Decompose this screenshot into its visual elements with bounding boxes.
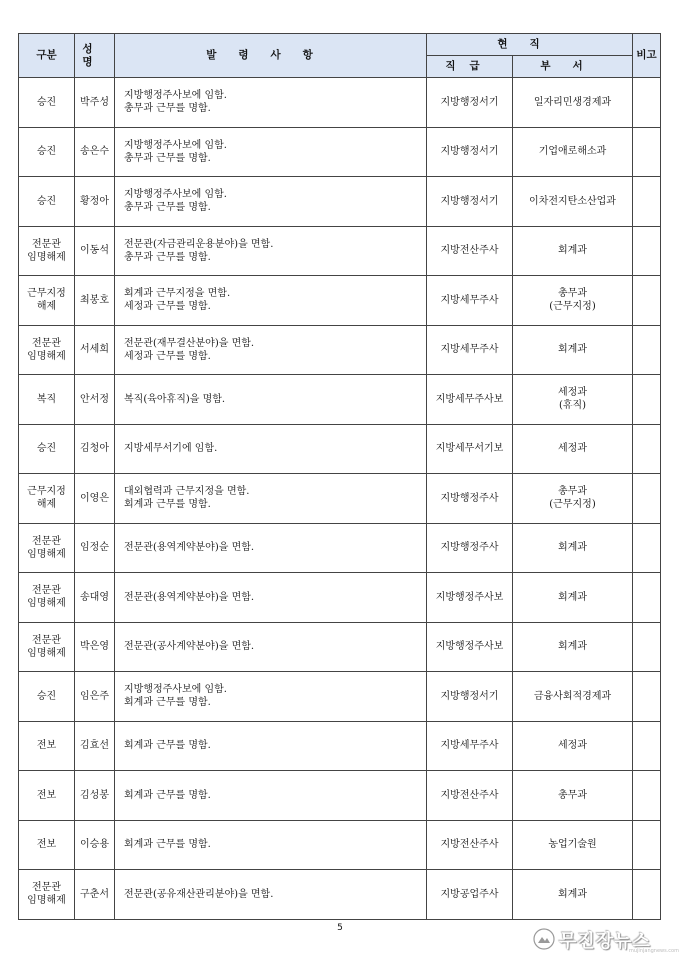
remarks-cell — [633, 226, 661, 276]
details-line: 지방행정주사보에 임함. — [124, 189, 227, 201]
department-cell: 총무과 (근무지정) — [513, 474, 633, 524]
department-cell: 회계과 — [513, 523, 633, 573]
details-line: 전문관(재무결산분야)을 면함. — [124, 337, 255, 349]
remarks-cell — [633, 424, 661, 474]
details-line: 세정과 근무를 명함. — [124, 301, 211, 313]
details-line: 전문관(용역계약분야)을 면함. — [124, 542, 255, 554]
table-row — [19, 325, 661, 375]
name-cell: 김청아 — [75, 424, 115, 474]
department-cell: 회계과 — [513, 325, 633, 375]
category-cell: 전문관 임명해제 — [19, 573, 75, 623]
remarks-cell — [633, 375, 661, 425]
details-cell — [115, 771, 427, 821]
table-row — [19, 177, 661, 227]
remarks-cell — [633, 78, 661, 128]
details-cell — [115, 870, 427, 920]
category-cell: 전보 — [19, 721, 75, 771]
category-cell: 근무지정 해제 — [19, 474, 75, 524]
name-cell: 황정아 — [75, 177, 115, 227]
name-cell: 김성봉 — [75, 771, 115, 821]
table-row — [19, 226, 661, 276]
category-cell: 승진 — [19, 424, 75, 474]
department-cell: 회계과 — [513, 226, 633, 276]
category-cell: 승진 — [19, 177, 75, 227]
details-line: 세정과 근무를 명함. — [124, 350, 211, 362]
details-cell — [115, 573, 427, 623]
details-cell — [115, 523, 427, 573]
table-row — [19, 127, 661, 177]
details-line: 회계과 근무를 명함. — [124, 839, 211, 851]
remarks-cell — [633, 474, 661, 524]
rank-cell: 지방세무서기보 — [427, 424, 513, 474]
category-cell: 근무지정 해제 — [19, 276, 75, 326]
name-cell: 이동석 — [75, 226, 115, 276]
table-row — [19, 78, 661, 128]
remarks-cell — [633, 870, 661, 920]
personnel-appointment-table — [18, 33, 661, 920]
category-cell: 승진 — [19, 127, 75, 177]
details-line: 지방행정주사보에 임함. — [124, 684, 227, 696]
rank-cell: 지방행정주사보 — [427, 622, 513, 672]
details-cell — [115, 424, 427, 474]
remarks-cell — [633, 573, 661, 623]
category-cell: 승진 — [19, 78, 75, 128]
details-cell — [115, 375, 427, 425]
table-row — [19, 523, 661, 573]
rank-cell: 지방공업주사 — [427, 870, 513, 920]
details-line: 회계과 근무를 명함. — [124, 697, 211, 709]
details-cell — [115, 721, 427, 771]
category-cell: 전문관 임명해제 — [19, 226, 75, 276]
department-cell: 회계과 — [513, 870, 633, 920]
details-line: 전문관(용역계약분야)을 면함. — [124, 591, 255, 603]
header-rank: 직급 — [427, 56, 513, 78]
header-name: 성명 — [75, 34, 115, 78]
details-line: 대외협력과 근무지정을 면함. — [124, 486, 250, 498]
details-line: 전문관(자금관리운용분야)을 면함. — [124, 238, 274, 250]
rank-cell: 지방행정서기 — [427, 127, 513, 177]
details-line: 복직(육아휴직)을 명함. — [124, 393, 226, 405]
department-cell: 농업기술원 — [513, 820, 633, 870]
details-line: 전문관(공유재산관리분야)을 면함. — [124, 888, 274, 900]
details-cell — [115, 325, 427, 375]
header-details: 발령사항 — [115, 34, 427, 78]
rank-cell: 지방행정주사 — [427, 474, 513, 524]
department-cell: 금융사회적경제과 — [513, 672, 633, 722]
details-cell — [115, 177, 427, 227]
category-cell: 전문관 임명해제 — [19, 523, 75, 573]
watermark-subtext: mujinjangnews.com — [629, 948, 679, 954]
name-cell: 안서정 — [75, 375, 115, 425]
table-row — [19, 870, 661, 920]
details-line: 총무과 근무를 명함. — [124, 202, 211, 214]
details-cell — [115, 127, 427, 177]
details-line: 전문관(공사계약분야)을 면함. — [124, 641, 255, 653]
table-row — [19, 424, 661, 474]
department-cell: 세정과 — [513, 424, 633, 474]
details-cell — [115, 226, 427, 276]
category-cell: 전보 — [19, 820, 75, 870]
department-cell: 총무과 (근무지정) — [513, 276, 633, 326]
header-current-position: 현직 — [427, 34, 633, 56]
header-remarks: 비고 — [633, 34, 661, 78]
details-line: 지방세무서기에 임함. — [124, 443, 218, 455]
table-row — [19, 573, 661, 623]
department-cell: 세정과 (휴직) — [513, 375, 633, 425]
rank-cell: 지방행정서기 — [427, 78, 513, 128]
remarks-cell — [633, 672, 661, 722]
remarks-cell — [633, 127, 661, 177]
rank-cell: 지방세무주사보 — [427, 375, 513, 425]
watermark-logo-icon — [533, 928, 555, 950]
remarks-cell — [633, 622, 661, 672]
table-row — [19, 672, 661, 722]
category-cell: 전문관 임명해제 — [19, 622, 75, 672]
department-cell: 회계과 — [513, 573, 633, 623]
name-cell: 구춘서 — [75, 870, 115, 920]
category-cell: 승진 — [19, 672, 75, 722]
rank-cell: 지방전산주사 — [427, 226, 513, 276]
details-line: 총무과 근무를 명함. — [124, 251, 211, 263]
category-cell: 복직 — [19, 375, 75, 425]
details-line: 총무과 근무를 명함. — [124, 152, 211, 164]
rank-cell: 지방행정주사 — [427, 523, 513, 573]
rank-cell: 지방행정서기 — [427, 672, 513, 722]
details-cell — [115, 820, 427, 870]
category-cell: 전보 — [19, 771, 75, 821]
rank-cell: 지방행정서기 — [427, 177, 513, 227]
details-line: 회계과 근무를 명함. — [124, 499, 211, 511]
details-line: 회계과 근무지정을 면함. — [124, 288, 231, 300]
remarks-cell — [633, 771, 661, 821]
details-cell — [115, 622, 427, 672]
department-cell: 기업애로해소과 — [513, 127, 633, 177]
page-number: 5 — [337, 923, 343, 933]
department-cell: 이차전지탄소산업과 — [513, 177, 633, 227]
name-cell: 최봉호 — [75, 276, 115, 326]
header-category: 구분 — [19, 34, 75, 78]
category-cell: 전문관 임명해제 — [19, 325, 75, 375]
watermark — [533, 926, 679, 954]
rank-cell: 지방전산주사 — [427, 820, 513, 870]
details-line: 지방행정주사보에 임함. — [124, 139, 227, 151]
rank-cell: 지방세무주사 — [427, 325, 513, 375]
rank-cell: 지방세무주사 — [427, 276, 513, 326]
watermark-text: 무진장뉴스 — [559, 931, 651, 952]
name-cell: 박주성 — [75, 78, 115, 128]
name-cell: 이영은 — [75, 474, 115, 524]
remarks-cell — [633, 721, 661, 771]
details-line: 지방행정주사보에 임함. — [124, 90, 227, 102]
category-cell: 전문관 임명해제 — [19, 870, 75, 920]
department-cell: 세정과 — [513, 721, 633, 771]
remarks-cell — [633, 820, 661, 870]
rank-cell: 지방행정주사보 — [427, 573, 513, 623]
details-cell — [115, 276, 427, 326]
table-row — [19, 276, 661, 326]
department-cell: 일자리민생경제과 — [513, 78, 633, 128]
name-cell: 송대영 — [75, 573, 115, 623]
table-body — [19, 78, 661, 920]
table-row — [19, 820, 661, 870]
details-line: 회계과 근무를 명함. — [124, 740, 211, 752]
name-cell: 박은영 — [75, 622, 115, 672]
rank-cell: 지방전산주사 — [427, 771, 513, 821]
name-cell: 이승용 — [75, 820, 115, 870]
remarks-cell — [633, 276, 661, 326]
department-cell: 총무과 — [513, 771, 633, 821]
details-cell — [115, 474, 427, 524]
table-row — [19, 622, 661, 672]
name-cell: 송은수 — [75, 127, 115, 177]
table-row — [19, 721, 661, 771]
name-cell: 김효선 — [75, 721, 115, 771]
name-cell: 임은주 — [75, 672, 115, 722]
details-line: 총무과 근무를 명함. — [124, 103, 211, 115]
department-cell: 회계과 — [513, 622, 633, 672]
remarks-cell — [633, 325, 661, 375]
details-line: 회계과 근무를 명함. — [124, 789, 211, 801]
table-row — [19, 375, 661, 425]
details-cell — [115, 78, 427, 128]
remarks-cell — [633, 523, 661, 573]
table-row — [19, 474, 661, 524]
remarks-cell — [633, 177, 661, 227]
name-cell: 서세희 — [75, 325, 115, 375]
name-cell: 임정순 — [75, 523, 115, 573]
details-cell — [115, 672, 427, 722]
table-row — [19, 771, 661, 821]
rank-cell: 지방세무주사 — [427, 721, 513, 771]
header-department: 부서 — [513, 56, 633, 78]
